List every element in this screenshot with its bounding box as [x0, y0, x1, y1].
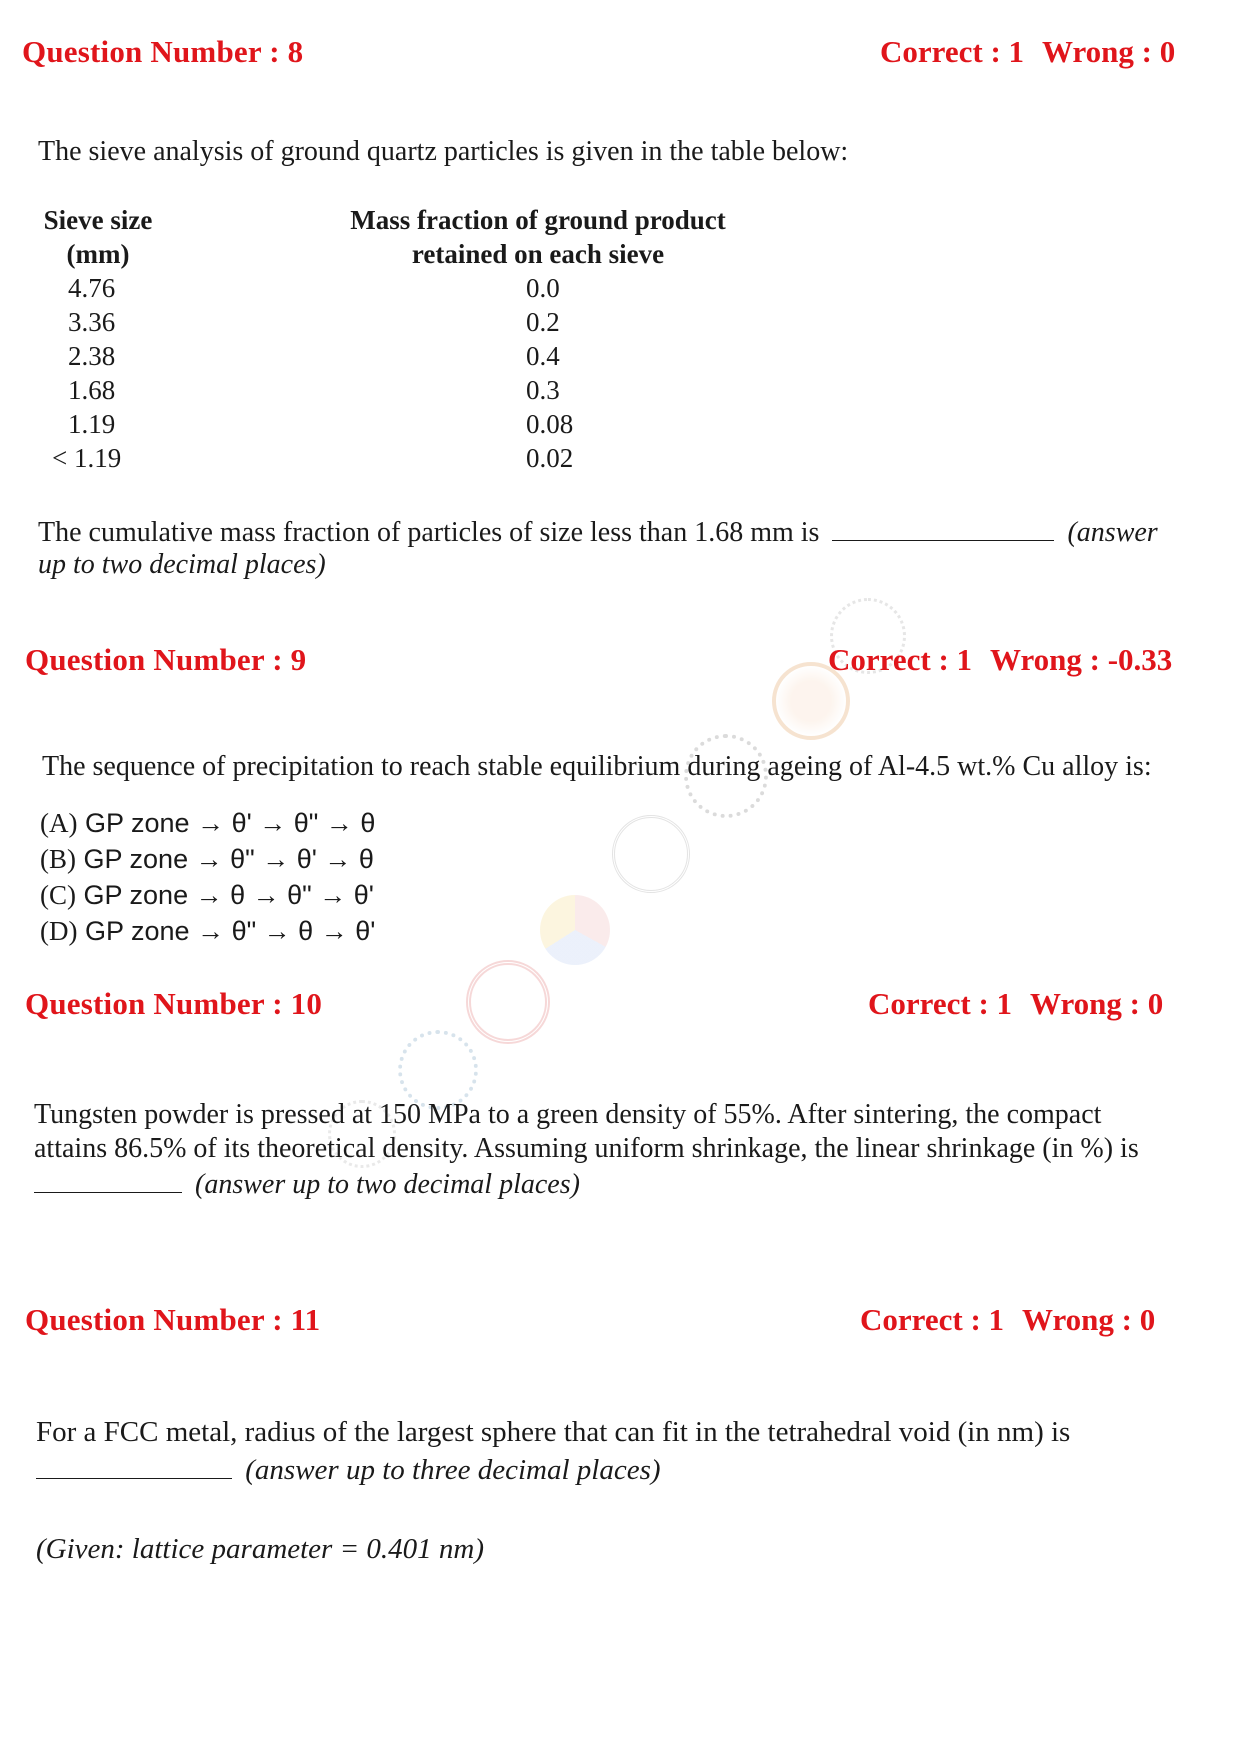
question-9-heading: Question Number : 9 [25, 642, 307, 677]
sieve-size-cell: 1.68 [68, 375, 116, 405]
question-8-intro: The sieve analysis of ground quartz particles is given in the table below: [38, 136, 849, 167]
wrong-marks: Wrong : 0 [1042, 34, 1176, 69]
mass-fraction-cell: 0.2 [526, 307, 560, 337]
mass-fraction-cell: 0.3 [526, 375, 560, 405]
option-c: (C) GP zone → θ → θ" → θ' [40, 880, 374, 910]
correct-marks: Correct : 1 [860, 1302, 1005, 1337]
question-9-marks [828, 642, 1172, 678]
question-10-line-1: Tungsten powder is pressed at 150 MPa to a green density of 55%. After sintering, the compact [34, 1099, 1102, 1130]
question-11-given: (Given: lattice parameter = 0.401 nm) [36, 1533, 485, 1565]
watermark-logo [540, 895, 610, 965]
sieve-size-cell: 4.76 [68, 273, 116, 303]
question-11-answer [36, 1452, 661, 1487]
question-10-heading: Question Number : 10 [25, 986, 323, 1021]
answer-blank [34, 1166, 182, 1193]
mass-fraction-cell: 0.02 [526, 443, 574, 473]
mass-fraction-cell: 0.08 [526, 409, 574, 439]
correct-marks: Correct : 1 [828, 642, 973, 677]
sieve-size-header: Sieve size (mm) [43, 205, 153, 269]
question-8-heading: Question Number : 8 [22, 34, 304, 69]
question-11-marks [860, 1302, 1155, 1338]
watermark-logo [466, 960, 550, 1044]
question-10-marks [868, 986, 1163, 1022]
question-10-answer [34, 1166, 580, 1202]
question-11-line-1: For a FCC metal, radius of the largest sphere that can fit in the tetrahedral void (in nm) is [36, 1416, 1071, 1448]
answer-blank [36, 1452, 232, 1479]
sieve-table [38, 203, 798, 483]
answer-note: (answer up to two decimal places) [195, 1169, 580, 1200]
mass-fraction-cell: 0.4 [526, 341, 560, 371]
sieve-size-cell: 2.38 [68, 341, 116, 371]
watermark-logo [612, 815, 690, 893]
correct-marks: Correct : 1 [880, 34, 1025, 69]
answer-note: (answer [1067, 517, 1158, 548]
wrong-marks: Wrong : 0 [1022, 1302, 1156, 1337]
sieve-size-cell: 3.36 [68, 307, 116, 337]
question-11-heading: Question Number : 11 [25, 1302, 321, 1337]
wrong-marks: Wrong : -0.33 [990, 642, 1173, 677]
wrong-marks: Wrong : 0 [1030, 986, 1164, 1021]
question-9-text: The sequence of precipitation to reach stable equilibrium during ageing of Al-4.5 wt.% Cu alloy is: [42, 751, 1152, 782]
answer-note: (answer up to three decimal places) [245, 1454, 661, 1486]
question-8-marks [880, 34, 1175, 70]
answer-note: up to two decimal places) [38, 549, 326, 580]
correct-marks: Correct : 1 [868, 986, 1013, 1021]
mass-fraction-header: Mass fraction of ground product retained on each sieve [350, 205, 726, 269]
answer-blank [832, 514, 1054, 541]
option-b: (B) GP zone → θ" → θ' → θ [40, 844, 374, 874]
mass-fraction-cell: 0.0 [526, 273, 560, 303]
question-8-text: The cumulative mass fraction of particles of size less than 1.68 mm is (answer [38, 514, 1158, 550]
option-d: (D) GP zone → θ" → θ → θ' [40, 916, 376, 946]
option-a: (A) GP zone → θ' → θ" → θ [40, 808, 376, 838]
question-10-line-2: attains 86.5% of its theoretical density. Assuming uniform shrinkage, the linear shrinkage (in %) is [34, 1133, 1139, 1164]
sieve-size-cell: 1.19 [68, 409, 116, 439]
options-list [40, 805, 375, 949]
sieve-size-cell: < 1.19 [52, 443, 122, 473]
